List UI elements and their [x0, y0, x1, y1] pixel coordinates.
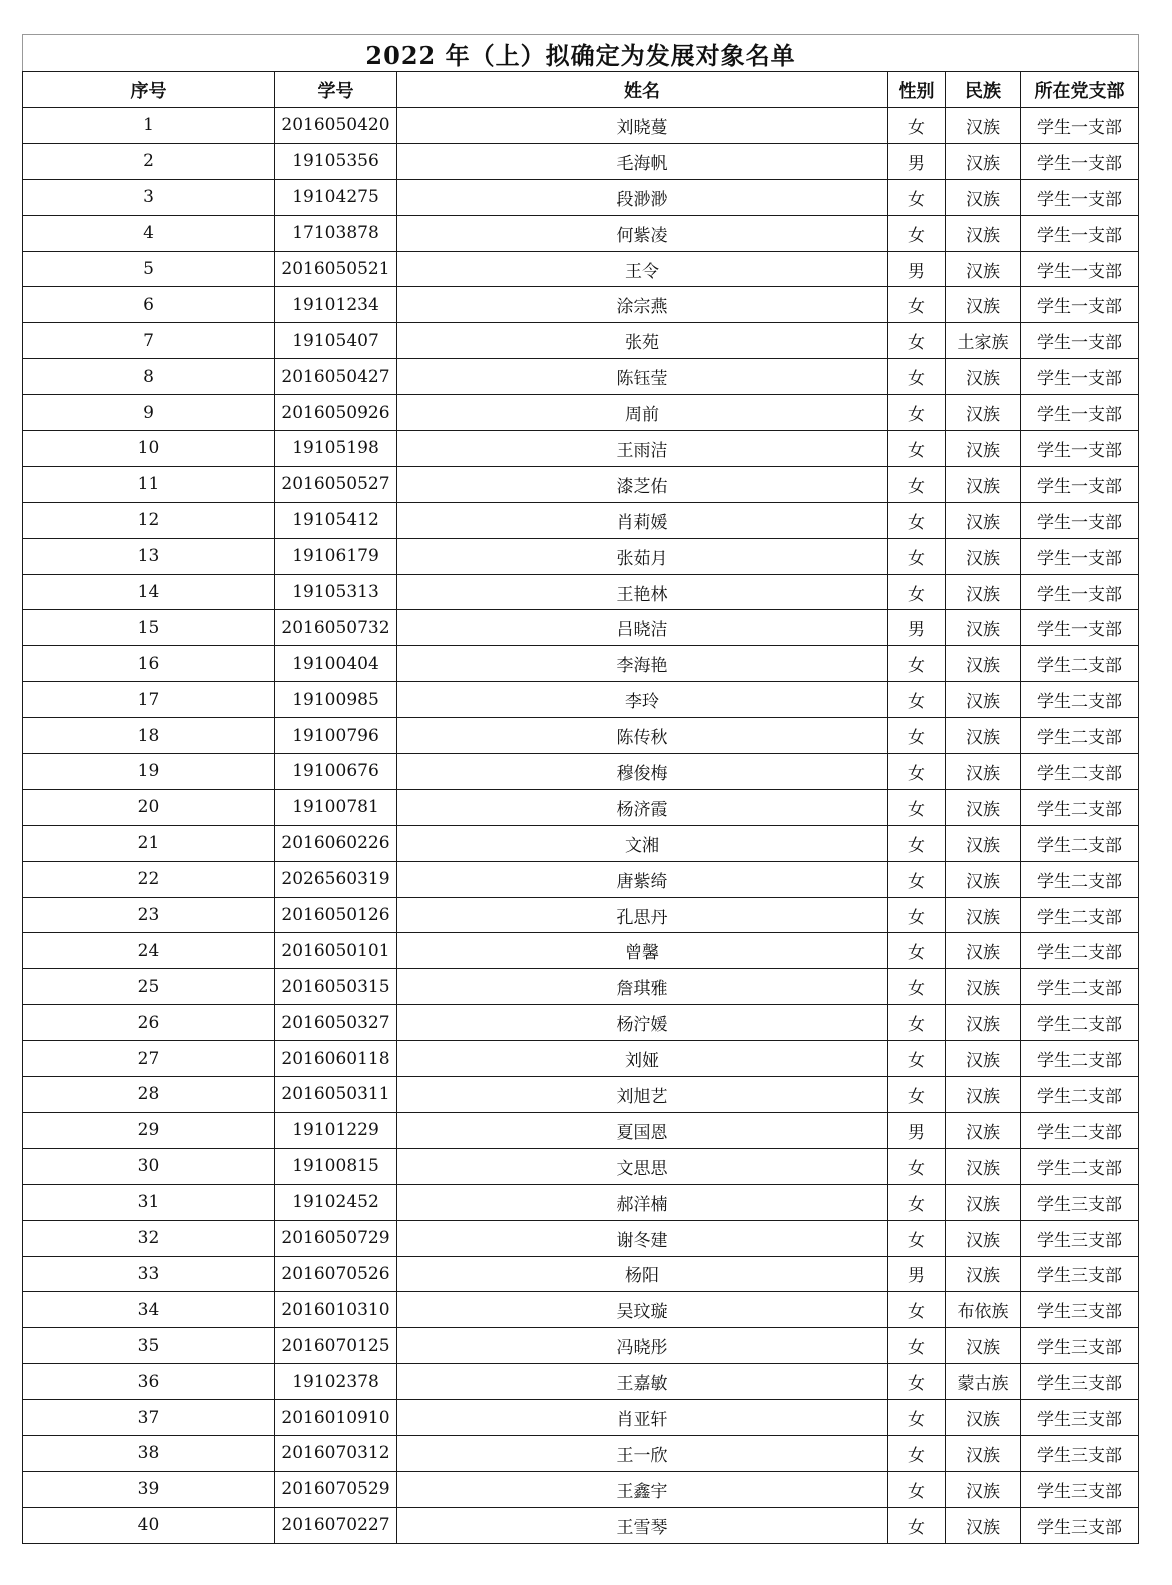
cell-name: 詹琪雅 [397, 969, 888, 1005]
table-row [23, 431, 1139, 467]
cell-party-branch: 学生一支部 [1021, 466, 1139, 502]
table-row [23, 646, 1139, 682]
cell-student-id: 17103878 [275, 215, 397, 251]
cell-ethnicity: 汉族 [946, 466, 1021, 502]
cell-gender: 女 [888, 359, 946, 395]
cell-name: 杨阳 [397, 1256, 888, 1292]
cell-index: 13 [23, 538, 275, 574]
cell-student-id: 2016070227 [275, 1507, 397, 1543]
cell-index: 1 [23, 108, 275, 144]
table-row [23, 1184, 1139, 1220]
cell-party-branch: 学生二支部 [1021, 1112, 1139, 1148]
cell-party-branch: 学生二支部 [1021, 1041, 1139, 1077]
cell-gender: 女 [888, 466, 946, 502]
cell-ethnicity: 汉族 [946, 754, 1021, 790]
cell-index: 15 [23, 610, 275, 646]
cell-index: 29 [23, 1112, 275, 1148]
cell-student-id: 19100796 [275, 718, 397, 754]
cell-student-id: 2016050427 [275, 359, 397, 395]
cell-ethnicity: 汉族 [946, 251, 1021, 287]
cell-gender: 男 [888, 251, 946, 287]
cell-gender: 女 [888, 179, 946, 215]
cell-student-id: 2016050729 [275, 1220, 397, 1256]
cell-party-branch: 学生一支部 [1021, 143, 1139, 179]
cell-gender: 女 [888, 323, 946, 359]
cell-name: 陈钰莹 [397, 359, 888, 395]
cell-ethnicity: 汉族 [946, 1220, 1021, 1256]
table-row [23, 1220, 1139, 1256]
cell-student-id: 19105356 [275, 143, 397, 179]
table-row [23, 143, 1139, 179]
cell-ethnicity: 汉族 [946, 1400, 1021, 1436]
cell-index: 11 [23, 466, 275, 502]
cell-party-branch: 学生一支部 [1021, 359, 1139, 395]
cell-index: 17 [23, 682, 275, 718]
cell-ethnicity: 汉族 [946, 179, 1021, 215]
cell-name: 吕晓洁 [397, 610, 888, 646]
cell-name: 文思思 [397, 1148, 888, 1184]
cell-gender: 女 [888, 1292, 946, 1328]
cell-name: 李玲 [397, 682, 888, 718]
cell-name: 刘晓蔓 [397, 108, 888, 144]
cell-index: 2 [23, 143, 275, 179]
cell-student-id: 2016050126 [275, 897, 397, 933]
table-row [23, 108, 1139, 144]
cell-ethnicity: 土家族 [946, 323, 1021, 359]
cell-student-id: 2016050327 [275, 1005, 397, 1041]
cell-party-branch: 学生二支部 [1021, 861, 1139, 897]
cell-index: 32 [23, 1220, 275, 1256]
cell-party-branch: 学生二支部 [1021, 1077, 1139, 1113]
table-row [23, 1328, 1139, 1364]
cell-party-branch: 学生二支部 [1021, 897, 1139, 933]
table-row [23, 825, 1139, 861]
cell-student-id: 2016010310 [275, 1292, 397, 1328]
cell-student-id: 2016050527 [275, 466, 397, 502]
cell-name: 郝洋楠 [397, 1184, 888, 1220]
cell-index: 16 [23, 646, 275, 682]
cell-ethnicity: 汉族 [946, 789, 1021, 825]
cell-name: 段渺渺 [397, 179, 888, 215]
cell-party-branch: 学生二支部 [1021, 682, 1139, 718]
cell-index: 22 [23, 861, 275, 897]
table-row [23, 1364, 1139, 1400]
cell-student-id: 2016010910 [275, 1400, 397, 1436]
cell-name: 李海艳 [397, 646, 888, 682]
cell-gender: 女 [888, 682, 946, 718]
cell-ethnicity: 汉族 [946, 502, 1021, 538]
cell-ethnicity: 汉族 [946, 574, 1021, 610]
table-row [23, 1507, 1139, 1543]
cell-gender: 女 [888, 108, 946, 144]
cell-index: 36 [23, 1364, 275, 1400]
table-row [23, 933, 1139, 969]
cell-party-branch: 学生三支部 [1021, 1364, 1139, 1400]
cell-index: 20 [23, 789, 275, 825]
table-row [23, 359, 1139, 395]
cell-ethnicity: 汉族 [946, 682, 1021, 718]
cell-name: 肖亚轩 [397, 1400, 888, 1436]
cell-party-branch: 学生二支部 [1021, 754, 1139, 790]
cell-name: 肖莉媛 [397, 502, 888, 538]
cell-party-branch: 学生一支部 [1021, 323, 1139, 359]
cell-student-id: 2016050521 [275, 251, 397, 287]
cell-gender: 女 [888, 1328, 946, 1364]
cell-name: 刘娅 [397, 1041, 888, 1077]
cell-ethnicity: 汉族 [946, 1471, 1021, 1507]
header-student-id: 学号 [275, 72, 397, 108]
cell-party-branch: 学生三支部 [1021, 1328, 1139, 1364]
cell-ethnicity: 汉族 [946, 933, 1021, 969]
cell-ethnicity: 汉族 [946, 1005, 1021, 1041]
table-row [23, 861, 1139, 897]
cell-student-id: 19105198 [275, 431, 397, 467]
cell-gender: 女 [888, 1220, 946, 1256]
cell-party-branch: 学生三支部 [1021, 1471, 1139, 1507]
cell-name: 张茹月 [397, 538, 888, 574]
cell-student-id: 19101229 [275, 1112, 397, 1148]
header-ethnicity: 民族 [946, 72, 1021, 108]
cell-index: 9 [23, 395, 275, 431]
cell-party-branch: 学生一支部 [1021, 287, 1139, 323]
cell-student-id: 2016050101 [275, 933, 397, 969]
cell-ethnicity: 汉族 [946, 1507, 1021, 1543]
cell-student-id: 19100404 [275, 646, 397, 682]
cell-index: 40 [23, 1507, 275, 1543]
cell-ethnicity: 汉族 [946, 1077, 1021, 1113]
table-title: 2022 年（上）拟确定为发展对象名单 [23, 35, 1139, 72]
cell-student-id: 19100985 [275, 682, 397, 718]
cell-ethnicity: 汉族 [946, 825, 1021, 861]
cell-index: 27 [23, 1041, 275, 1077]
cell-name: 涂宗燕 [397, 287, 888, 323]
cell-student-id: 19100781 [275, 789, 397, 825]
cell-index: 35 [23, 1328, 275, 1364]
cell-ethnicity: 蒙古族 [946, 1364, 1021, 1400]
cell-gender: 男 [888, 143, 946, 179]
cell-index: 4 [23, 215, 275, 251]
table-row [23, 1435, 1139, 1471]
cell-student-id: 2016050315 [275, 969, 397, 1005]
cell-party-branch: 学生三支部 [1021, 1507, 1139, 1543]
cell-index: 39 [23, 1471, 275, 1507]
header-party-branch: 所在党支部 [1021, 72, 1139, 108]
cell-gender: 女 [888, 574, 946, 610]
table-row [23, 1292, 1139, 1328]
cell-ethnicity: 汉族 [946, 1112, 1021, 1148]
table-row [23, 789, 1139, 825]
cell-name: 周前 [397, 395, 888, 431]
cell-gender: 女 [888, 825, 946, 861]
cell-ethnicity: 汉族 [946, 359, 1021, 395]
cell-index: 7 [23, 323, 275, 359]
cell-index: 23 [23, 897, 275, 933]
cell-ethnicity: 汉族 [946, 1148, 1021, 1184]
cell-party-branch: 学生一支部 [1021, 502, 1139, 538]
table-row [23, 610, 1139, 646]
cell-gender: 男 [888, 1112, 946, 1148]
cell-index: 5 [23, 251, 275, 287]
cell-name: 王一欣 [397, 1435, 888, 1471]
table-row [23, 718, 1139, 754]
table-row [23, 538, 1139, 574]
cell-ethnicity: 汉族 [946, 538, 1021, 574]
cell-index: 12 [23, 502, 275, 538]
table-row [23, 1041, 1139, 1077]
table-row [23, 323, 1139, 359]
cell-gender: 女 [888, 897, 946, 933]
cell-party-branch: 学生三支部 [1021, 1256, 1139, 1292]
cell-party-branch: 学生三支部 [1021, 1400, 1139, 1436]
cell-party-branch: 学生二支部 [1021, 646, 1139, 682]
cell-name: 吴玟璇 [397, 1292, 888, 1328]
cell-student-id: 19105313 [275, 574, 397, 610]
table-row [23, 287, 1139, 323]
cell-gender: 女 [888, 754, 946, 790]
cell-student-id: 19102452 [275, 1184, 397, 1220]
cell-name: 曾馨 [397, 933, 888, 969]
cell-ethnicity: 汉族 [946, 287, 1021, 323]
cell-name: 穆俊梅 [397, 754, 888, 790]
header-row [23, 72, 1139, 108]
cell-index: 26 [23, 1005, 275, 1041]
cell-ethnicity: 汉族 [946, 1184, 1021, 1220]
cell-party-branch: 学生一支部 [1021, 610, 1139, 646]
cell-gender: 女 [888, 1184, 946, 1220]
header-gender: 性别 [888, 72, 946, 108]
cell-index: 28 [23, 1077, 275, 1113]
cell-gender: 女 [888, 1471, 946, 1507]
cell-student-id: 2016050732 [275, 610, 397, 646]
cell-student-id: 2016050311 [275, 1077, 397, 1113]
table-row [23, 682, 1139, 718]
cell-gender: 女 [888, 1364, 946, 1400]
table-row [23, 502, 1139, 538]
cell-student-id: 19100676 [275, 754, 397, 790]
cell-ethnicity: 布依族 [946, 1292, 1021, 1328]
cell-gender: 男 [888, 610, 946, 646]
cell-ethnicity: 汉族 [946, 215, 1021, 251]
cell-student-id: 2016070312 [275, 1435, 397, 1471]
cell-gender: 女 [888, 538, 946, 574]
cell-gender: 女 [888, 789, 946, 825]
table-row [23, 1005, 1139, 1041]
cell-party-branch: 学生二支部 [1021, 718, 1139, 754]
cell-ethnicity: 汉族 [946, 718, 1021, 754]
cell-index: 6 [23, 287, 275, 323]
cell-index: 37 [23, 1400, 275, 1436]
table-row [23, 1256, 1139, 1292]
cell-name: 王鑫宇 [397, 1471, 888, 1507]
cell-gender: 女 [888, 1507, 946, 1543]
cell-name: 王艳林 [397, 574, 888, 610]
cell-gender: 女 [888, 431, 946, 467]
cell-student-id: 2016060226 [275, 825, 397, 861]
cell-student-id: 2016070529 [275, 1471, 397, 1507]
cell-name: 毛海帆 [397, 143, 888, 179]
cell-name: 杨济霞 [397, 789, 888, 825]
table-row [23, 251, 1139, 287]
cell-party-branch: 学生一支部 [1021, 395, 1139, 431]
cell-ethnicity: 汉族 [946, 646, 1021, 682]
table-row [23, 215, 1139, 251]
cell-student-id: 19101234 [275, 287, 397, 323]
cell-party-branch: 学生一支部 [1021, 574, 1139, 610]
cell-name: 王雨洁 [397, 431, 888, 467]
cell-gender: 女 [888, 718, 946, 754]
cell-party-branch: 学生一支部 [1021, 179, 1139, 215]
cell-gender: 女 [888, 215, 946, 251]
cell-ethnicity: 汉族 [946, 1435, 1021, 1471]
table-row [23, 1400, 1139, 1436]
candidate-table [22, 34, 1139, 1544]
table-row [23, 1471, 1139, 1507]
cell-gender: 女 [888, 1148, 946, 1184]
cell-student-id: 2026560319 [275, 861, 397, 897]
cell-party-branch: 学生一支部 [1021, 251, 1139, 287]
header-index: 序号 [23, 72, 275, 108]
cell-ethnicity: 汉族 [946, 897, 1021, 933]
cell-ethnicity: 汉族 [946, 431, 1021, 467]
cell-ethnicity: 汉族 [946, 143, 1021, 179]
cell-ethnicity: 汉族 [946, 861, 1021, 897]
cell-student-id: 2016060118 [275, 1041, 397, 1077]
cell-ethnicity: 汉族 [946, 1041, 1021, 1077]
cell-party-branch: 学生二支部 [1021, 969, 1139, 1005]
cell-student-id: 19105412 [275, 502, 397, 538]
cell-name: 冯晓彤 [397, 1328, 888, 1364]
cell-student-id: 19106179 [275, 538, 397, 574]
cell-name: 张苑 [397, 323, 888, 359]
cell-name: 陈传秋 [397, 718, 888, 754]
cell-ethnicity: 汉族 [946, 1256, 1021, 1292]
table-row [23, 395, 1139, 431]
cell-index: 38 [23, 1435, 275, 1471]
cell-gender: 女 [888, 287, 946, 323]
cell-student-id: 2016050420 [275, 108, 397, 144]
table-row [23, 969, 1139, 1005]
table-row [23, 179, 1139, 215]
cell-student-id: 19100815 [275, 1148, 397, 1184]
cell-gender: 女 [888, 646, 946, 682]
cell-gender: 女 [888, 933, 946, 969]
cell-index: 19 [23, 754, 275, 790]
table-row [23, 574, 1139, 610]
document-sheet [22, 34, 1138, 1544]
cell-party-branch: 学生一支部 [1021, 108, 1139, 144]
cell-index: 21 [23, 825, 275, 861]
table-row [23, 1112, 1139, 1148]
cell-name: 漆芝佑 [397, 466, 888, 502]
cell-index: 3 [23, 179, 275, 215]
cell-name: 王令 [397, 251, 888, 287]
cell-index: 33 [23, 1256, 275, 1292]
cell-index: 10 [23, 431, 275, 467]
cell-gender: 女 [888, 969, 946, 1005]
cell-party-branch: 学生二支部 [1021, 1148, 1139, 1184]
cell-index: 14 [23, 574, 275, 610]
cell-name: 王雪琴 [397, 1507, 888, 1543]
cell-name: 刘旭艺 [397, 1077, 888, 1113]
cell-index: 18 [23, 718, 275, 754]
cell-ethnicity: 汉族 [946, 395, 1021, 431]
cell-index: 34 [23, 1292, 275, 1328]
table-body [23, 108, 1139, 1544]
cell-ethnicity: 汉族 [946, 610, 1021, 646]
cell-student-id: 2016070125 [275, 1328, 397, 1364]
cell-party-branch: 学生一支部 [1021, 431, 1139, 467]
cell-party-branch: 学生二支部 [1021, 933, 1139, 969]
cell-name: 夏国恩 [397, 1112, 888, 1148]
cell-student-id: 19105407 [275, 323, 397, 359]
cell-party-branch: 学生三支部 [1021, 1435, 1139, 1471]
cell-party-branch: 学生三支部 [1021, 1292, 1139, 1328]
cell-name: 王嘉敏 [397, 1364, 888, 1400]
header-name: 姓名 [397, 72, 888, 108]
cell-gender: 女 [888, 861, 946, 897]
table-row [23, 1077, 1139, 1113]
cell-gender: 女 [888, 1005, 946, 1041]
cell-party-branch: 学生一支部 [1021, 538, 1139, 574]
cell-name: 唐紫绮 [397, 861, 888, 897]
cell-party-branch: 学生三支部 [1021, 1220, 1139, 1256]
cell-name: 何紫凌 [397, 215, 888, 251]
cell-gender: 女 [888, 502, 946, 538]
cell-index: 25 [23, 969, 275, 1005]
cell-party-branch: 学生三支部 [1021, 1184, 1139, 1220]
cell-gender: 女 [888, 1041, 946, 1077]
cell-index: 24 [23, 933, 275, 969]
cell-ethnicity: 汉族 [946, 108, 1021, 144]
cell-student-id: 19104275 [275, 179, 397, 215]
table-row [23, 1148, 1139, 1184]
cell-party-branch: 学生一支部 [1021, 215, 1139, 251]
cell-gender: 女 [888, 1400, 946, 1436]
cell-party-branch: 学生二支部 [1021, 825, 1139, 861]
cell-party-branch: 学生二支部 [1021, 1005, 1139, 1041]
table-row [23, 466, 1139, 502]
cell-name: 文湘 [397, 825, 888, 861]
cell-student-id: 2016050926 [275, 395, 397, 431]
cell-gender: 男 [888, 1256, 946, 1292]
cell-student-id: 19102378 [275, 1364, 397, 1400]
cell-index: 31 [23, 1184, 275, 1220]
table-row [23, 754, 1139, 790]
table-row [23, 897, 1139, 933]
cell-ethnicity: 汉族 [946, 1328, 1021, 1364]
cell-index: 30 [23, 1148, 275, 1184]
cell-name: 谢冬建 [397, 1220, 888, 1256]
cell-name: 孔思丹 [397, 897, 888, 933]
cell-ethnicity: 汉族 [946, 969, 1021, 1005]
cell-gender: 女 [888, 1435, 946, 1471]
cell-student-id: 2016070526 [275, 1256, 397, 1292]
cell-party-branch: 学生二支部 [1021, 789, 1139, 825]
cell-index: 8 [23, 359, 275, 395]
cell-gender: 女 [888, 395, 946, 431]
cell-name: 杨泞媛 [397, 1005, 888, 1041]
cell-gender: 女 [888, 1077, 946, 1113]
